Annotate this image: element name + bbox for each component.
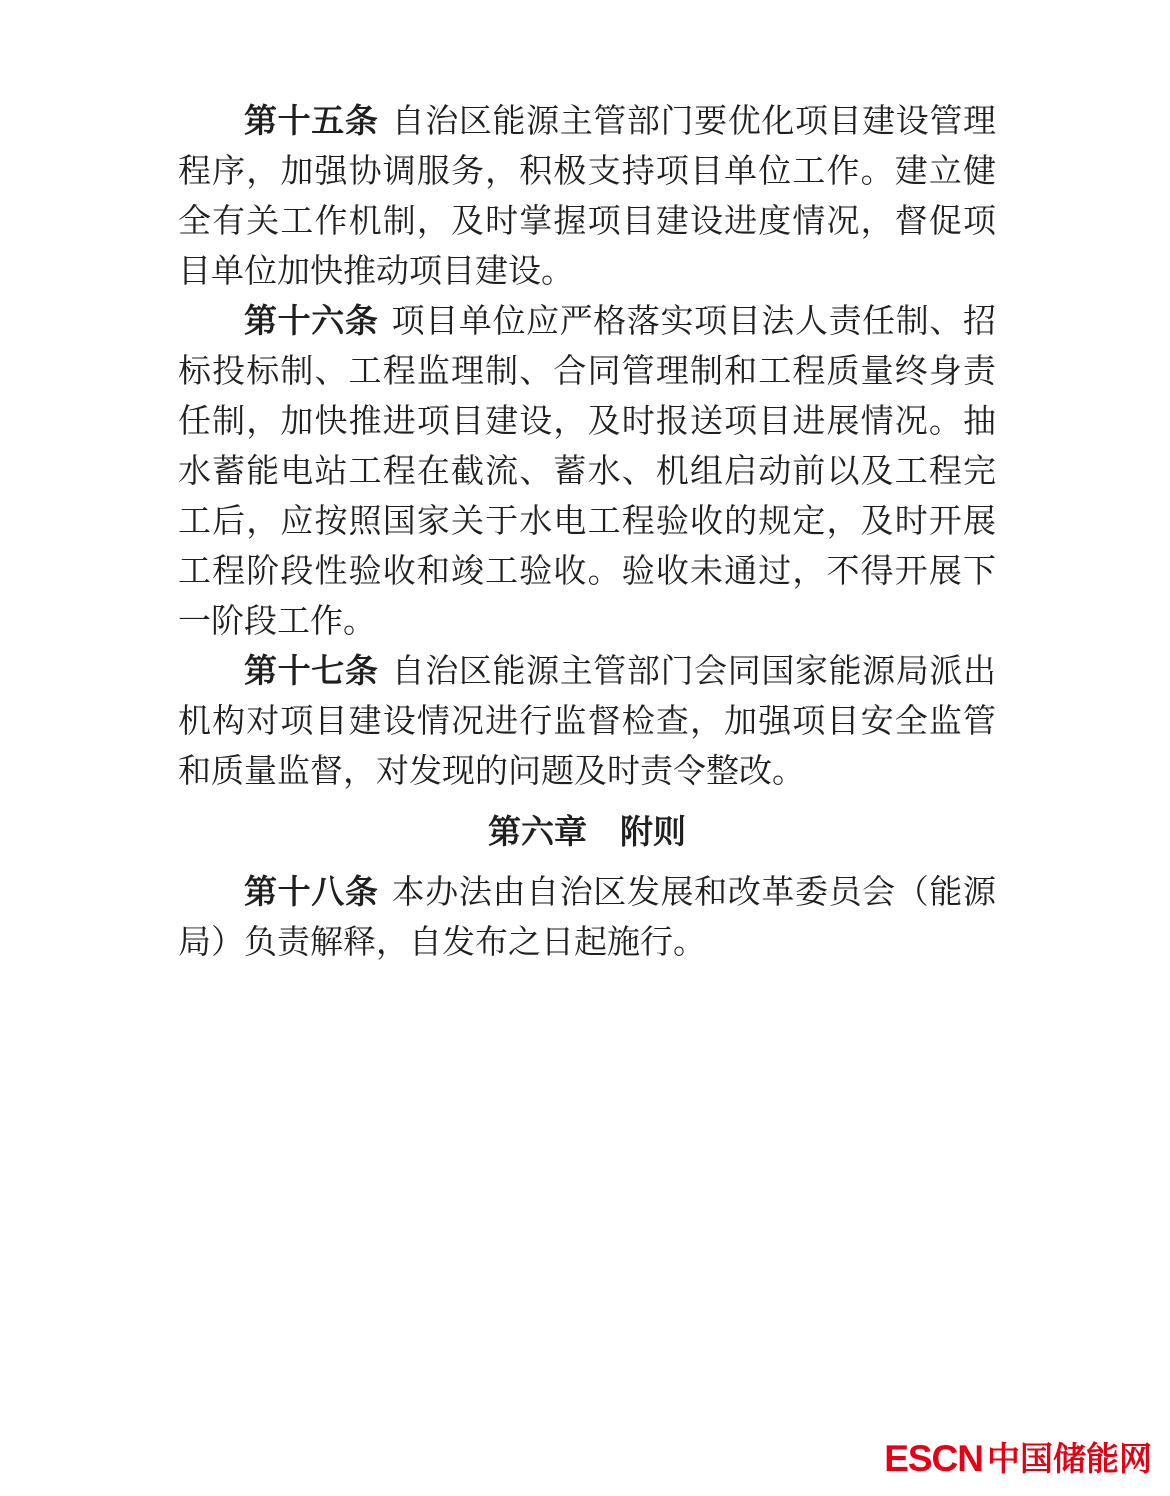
article-15-text: 自治区能源主管部门要优化项目建设管理程序，加强协调服务，积极支持项目单位工作。建立健全有关工作机制，及时掌握项目建设进度情况，督促项目单位加快推动项目建设。 bbox=[178, 102, 997, 289]
article-18-number: 第十八条 bbox=[244, 873, 379, 910]
article-16-number: 第十六条 bbox=[244, 302, 379, 339]
article-16-paragraph bbox=[178, 296, 996, 646]
article-17-number: 第十七条 bbox=[244, 652, 379, 689]
document-content bbox=[178, 96, 996, 967]
article-16-text: 项目单位应严格落实项目法人责任制、招标投标制、工程监理制、合同管理制和工程质量终身责任制，加快推进项目建设，及时报送项目进展情况。抽水蓄能电站工程在截流、蓄水、机组启动前以及工程完工后，应按照国家关于水电工程验收的规定，及时开展工程阶段性验收和竣工验收。验收未通过，不得开展下一阶段工作。 bbox=[178, 302, 997, 639]
article-15-number: 第十五条 bbox=[244, 102, 379, 139]
article-18-text: 本办法由自治区发展和改革委员会（能源局）负责解释，自发布之日起施行。 bbox=[178, 873, 997, 960]
escn-logo-latin-text: ESCN bbox=[884, 1438, 983, 1479]
escn-logo-chinese-text: 中国储能网 bbox=[987, 1440, 1152, 1477]
article-18-paragraph bbox=[178, 867, 996, 967]
article-17-paragraph bbox=[178, 646, 996, 796]
escn-logo bbox=[884, 1440, 1152, 1477]
article-17-text: 自治区能源主管部门会同国家能源局派出机构对项目建设情况进行监督检查，加强项目安全监管和质量监督，对发现的问题及时责令整改。 bbox=[178, 652, 997, 789]
chapter-heading: 第六章 附则 bbox=[488, 813, 686, 850]
article-15-paragraph bbox=[178, 96, 996, 296]
